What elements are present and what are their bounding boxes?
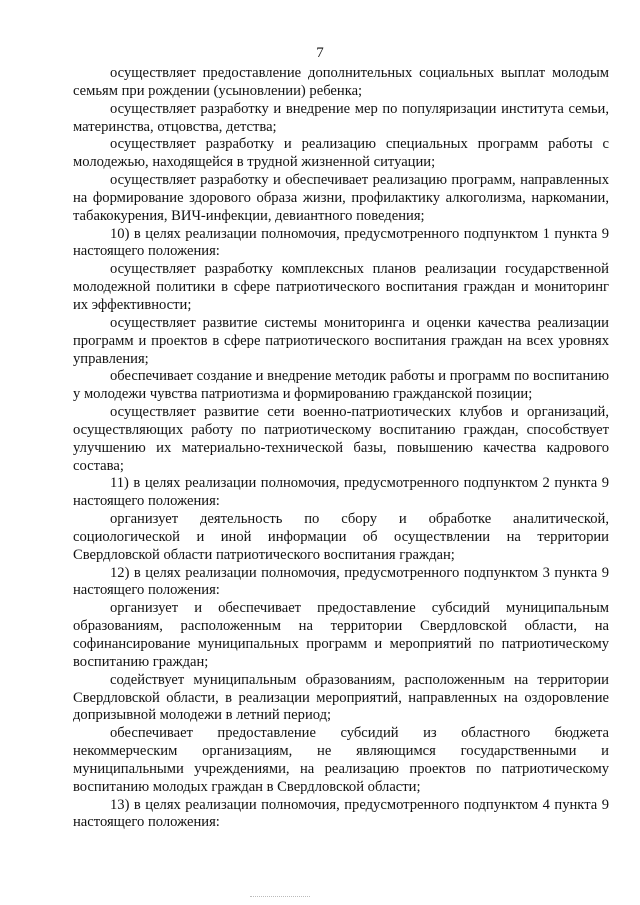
paragraph: 13) в целях реализации полномочия, предусмотренного подпунктом 4 пункта 9 настоящего положения: xyxy=(73,796,609,831)
paragraph: осуществляет разработку и обеспечивает реализацию программ, направленных на формирование здорового образа жизни, профилактику алкоголизма, наркомании, табакокурения, ВИЧ-инфекции, девиантного поведения; xyxy=(73,172,609,224)
paragraph: осуществляет развитие сети военно-патриотических клубов и организаций, осуществляющих работу по патриотическому воспитанию граждан, способствует улучшению их материально-технической базы, повышению качества кадрового состава; xyxy=(73,404,609,474)
document-body xyxy=(73,65,609,832)
paragraph: осуществляет предоставление дополнительных социальных выплат молодым семьям при рождении (усыновлении) ребенка; xyxy=(73,65,609,99)
paragraph: 11) в целях реализации полномочия, предусмотренного подпунктом 2 пункта 9 настоящего положения: xyxy=(73,475,609,510)
paragraph: содействует муниципальным образованиям, расположенным на территории Свердловской области, в реализации мероприятий, направленных на оздоровление допризывной молодежи в летний период; xyxy=(73,671,609,724)
paragraph: обеспечивает создание и внедрение методик работы и программ по воспитанию у молодежи чувства патриотизма и формированию гражданской позиции; xyxy=(73,368,609,403)
paragraph: организует деятельность по сбору и обработке аналитической, социологической и иной информации об осуществлении на территории Свердловской области патриотического воспитания граждан; xyxy=(73,511,609,563)
paragraph: 12) в целях реализации полномочия, предусмотренного подпунктом 3 пункта 9 настоящего положения: xyxy=(73,564,609,599)
paragraph: осуществляет развитие системы мониторинга и оценки качества реализации программ и проектов в сфере патриотического воспитания граждан на всех уровнях управления; xyxy=(73,314,609,367)
scan-artifact-line xyxy=(250,896,310,898)
paragraph: осуществляет разработку и реализацию специальных программ работы с молодежью, находящейся в трудной жизненной ситуации; xyxy=(73,136,609,171)
paragraph: осуществляет разработку комплексных планов реализации государственной молодежной политики в сфере патриотического воспитания граждан и мониторинг их эффективности; xyxy=(73,261,609,313)
paragraph: 10) в целях реализации полномочия, предусмотренного подпунктом 1 пункта 9 настоящего положения: xyxy=(73,225,609,260)
page-number: 7 xyxy=(316,45,324,61)
paragraph: организует и обеспечивает предоставление субсидий муниципальным образованиям, расположенным на территории Свердловской области, на софинансирование муниципальных программ и мероприятий по патриотическому воспитанию граждан; xyxy=(73,600,609,670)
paragraph: осуществляет разработку и внедрение мер по популяризации института семьи, материнства, отцовства, детства; xyxy=(73,100,609,135)
paragraph: обеспечивает предоставление субсидий из областного бюджета некоммерческим организациям, не являющимся государственными и муниципальными учреждениями, на реализацию проектов по патриотическому воспитанию молодых граждан в Свердловской области; xyxy=(73,725,609,795)
